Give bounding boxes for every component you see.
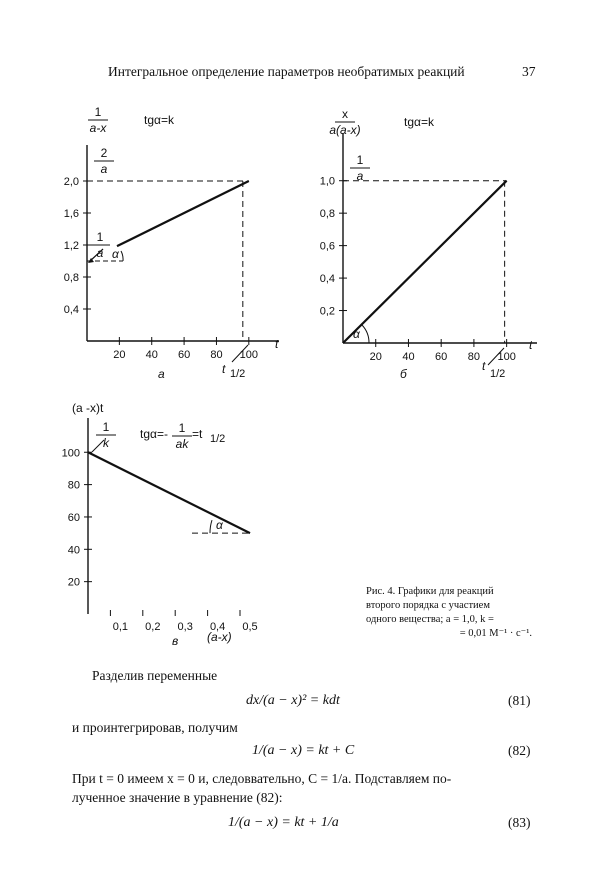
page-number: 37 — [522, 64, 536, 79]
y-axis-label-den: a(a-x) — [329, 123, 361, 137]
panel-label: в — [172, 634, 179, 648]
y-axis-label-num: 1 — [94, 105, 102, 119]
paragraph: лученное значение в уравнение (82): — [72, 790, 283, 805]
x-tick-label: 0,1 — [112, 621, 129, 633]
y-axis-label: (a -x)t — [72, 401, 104, 415]
top-value-label-num: 1 — [102, 420, 110, 434]
x-tick-label: 80 — [467, 351, 481, 363]
top-value-label-den: k — [103, 436, 109, 450]
x-tick-label: 20 — [369, 351, 382, 363]
y-tick-label: 1,0 — [319, 175, 335, 188]
figure-caption — [366, 585, 532, 641]
y-tick-label: 0,8 — [319, 208, 335, 221]
equation-81: dx/(a − x)² = kdt — [246, 693, 340, 708]
y-tick-label: 0,4 — [63, 304, 79, 316]
x-tick-label: 40 — [402, 351, 415, 363]
half-life-sub: 1/2 — [490, 368, 506, 380]
x-axis-label: t — [529, 338, 533, 352]
paragraph: При t = 0 имеем x = 0 и, следоввательно, C = 1/a. Подставляем по- — [72, 771, 452, 786]
x-tick-label: 0,3 — [177, 621, 193, 633]
formula-fraction-num: 1 — [178, 421, 186, 435]
y-tick-label: 1,6 — [63, 208, 79, 220]
y-tick-label: 2,0 — [63, 176, 79, 188]
y-tick-label: 0,2 — [319, 305, 335, 318]
equation-number: (81) — [508, 693, 531, 708]
x-tick-label: 40 — [145, 349, 158, 361]
x-tick-label: 100 — [497, 351, 516, 363]
caption-line: второго порядка с участием — [366, 600, 490, 611]
top-value-label-den: a — [100, 162, 108, 176]
formula: tgα=k — [404, 115, 434, 129]
panel-label: б — [400, 367, 407, 381]
y-tick-label: 40 — [67, 544, 80, 557]
y-tick-label: 0,6 — [319, 240, 335, 253]
equation-83: 1/(a − x) = kt + 1/a — [228, 815, 339, 830]
y-tick-label: 0,4 — [319, 273, 335, 286]
x-tick-label: 60 — [435, 351, 448, 363]
y-tick-label: 0,8 — [63, 272, 79, 284]
paragraph: и проинтегрировав, получим — [72, 720, 238, 735]
y-axis-label-den: a-x — [89, 121, 107, 135]
panel-label: а — [158, 367, 165, 381]
angle-arc — [210, 520, 212, 533]
formula-fraction-den: ak — [175, 437, 189, 451]
angle-label: α — [216, 518, 223, 533]
start-value-label-num: 1 — [96, 230, 104, 244]
running-header: Интегральное определение параметров необратимых реакций — [108, 64, 465, 79]
half-life-label: t — [222, 362, 226, 376]
half-life-sub: 1/2 — [230, 368, 246, 380]
x-tick-label: 100 — [239, 349, 258, 361]
x-axis-label: (a-x) — [207, 630, 232, 644]
equation-82: 1/(a − x) = kt + C — [252, 743, 355, 758]
y-tick-label: 100 — [61, 447, 80, 460]
x-tick-label: 20 — [113, 349, 126, 361]
top-value-label-num: 1 — [356, 153, 364, 167]
y-tick-label: 80 — [67, 479, 80, 492]
caption-line: Рис. 4. Графики для реакций — [366, 586, 494, 597]
x-tick-label: 0,4 — [209, 621, 226, 633]
x-tick-label: 0,5 — [242, 621, 258, 633]
angle-label: α — [353, 327, 360, 341]
caption-line: = 0,01 М⁻¹ · с⁻¹. — [459, 628, 532, 639]
formula-prefix: tgα=- — [140, 427, 168, 441]
y-axis-label-num: x — [342, 107, 348, 121]
y-tick-label: 1,2 — [63, 240, 79, 252]
top-value-label-num: 2 — [100, 146, 108, 160]
formula-suffix: =t — [192, 427, 203, 441]
x-tick-label: 0,2 — [145, 621, 161, 633]
equation-number: (82) — [508, 743, 531, 758]
y-tick-label: 60 — [67, 511, 80, 524]
start-value-label-den: a — [96, 246, 104, 260]
angle-label: α — [112, 247, 119, 261]
caption-line: одного вещества; a = 1,0, k = — [366, 614, 494, 625]
equation-number: (83) — [508, 815, 531, 830]
top-value-label-den: a — [356, 169, 364, 183]
half-life-label: t — [482, 359, 486, 373]
x-axis-label: t — [275, 337, 279, 351]
y-tick-label: 20 — [67, 576, 80, 589]
data-line — [88, 452, 250, 533]
formula: tgα=k — [144, 113, 174, 127]
x-tick-label: 60 — [177, 349, 191, 361]
x-tick-label: 80 — [210, 349, 223, 361]
paragraph: Разделив переменные — [92, 668, 218, 683]
formula-sub: 1/2 — [210, 433, 226, 445]
